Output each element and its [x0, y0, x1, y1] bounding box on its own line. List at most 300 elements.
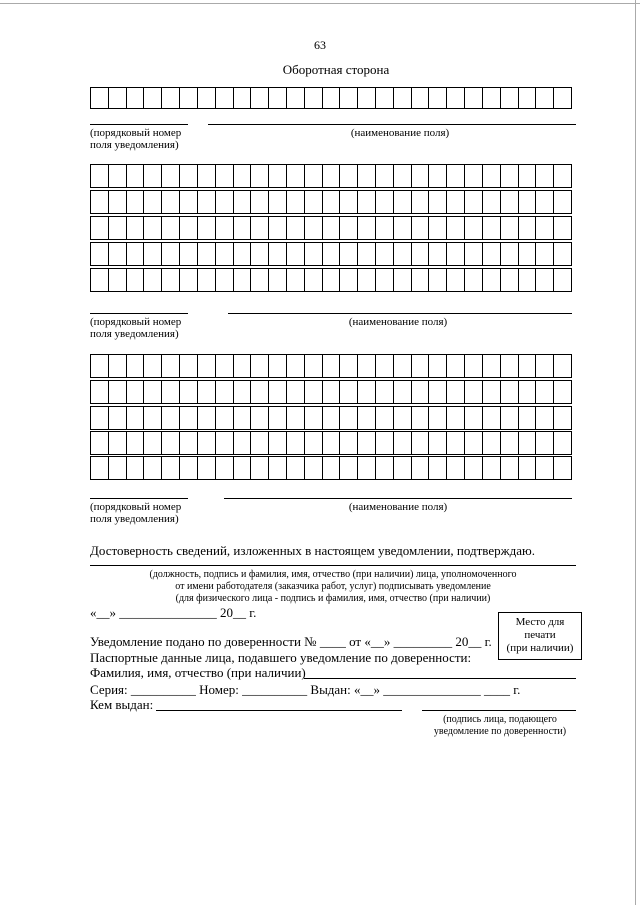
grid-cell[interactable] [109, 243, 127, 265]
grid-cell[interactable] [429, 457, 447, 479]
grid-cell[interactable] [554, 432, 571, 454]
grid-cell[interactable] [127, 191, 145, 213]
grid-cell[interactable] [536, 88, 554, 108]
grid-cell[interactable] [358, 269, 376, 291]
grid-cell[interactable] [198, 381, 216, 403]
grid-cell[interactable] [554, 381, 571, 403]
grid-cell[interactable] [305, 381, 323, 403]
grid-cell[interactable] [269, 432, 287, 454]
grid-cell[interactable] [198, 191, 216, 213]
grid-cell[interactable] [536, 457, 554, 479]
grid-cell[interactable] [412, 432, 430, 454]
grid-cell[interactable] [465, 381, 483, 403]
grid-cell[interactable] [483, 191, 501, 213]
grid-cell[interactable] [305, 191, 323, 213]
grid-cell[interactable] [305, 269, 323, 291]
grid-cell[interactable] [358, 243, 376, 265]
grid-cell[interactable] [109, 191, 127, 213]
grid-cell[interactable] [429, 355, 447, 377]
grid-cell[interactable] [323, 407, 341, 429]
grid-cell[interactable] [447, 191, 465, 213]
grid-cell[interactable] [429, 432, 447, 454]
grid-cell[interactable] [376, 191, 394, 213]
grid-cell[interactable] [91, 355, 109, 377]
grid-cell[interactable] [180, 88, 198, 108]
grid-cell[interactable] [340, 432, 358, 454]
grid-cell[interactable] [376, 355, 394, 377]
grid-cell[interactable] [429, 269, 447, 291]
grid-cell[interactable] [412, 191, 430, 213]
grid-cell[interactable] [358, 88, 376, 108]
grid-cell[interactable] [340, 217, 358, 239]
grid-cell[interactable] [287, 381, 305, 403]
grid-cell[interactable] [501, 381, 519, 403]
grid-cell[interactable] [305, 165, 323, 187]
grid-cell[interactable] [234, 407, 252, 429]
grid-cell[interactable] [536, 243, 554, 265]
grid-cell[interactable] [429, 407, 447, 429]
grid-cell[interactable] [234, 432, 252, 454]
field-grid-2a[interactable] [90, 164, 572, 188]
grid-cell[interactable] [269, 88, 287, 108]
grid-cell[interactable] [216, 355, 234, 377]
grid-cell[interactable] [127, 243, 145, 265]
grid-cell[interactable] [287, 269, 305, 291]
grid-cell[interactable] [162, 381, 180, 403]
grid-cell[interactable] [305, 243, 323, 265]
grid-cell[interactable] [501, 407, 519, 429]
grid-cell[interactable] [269, 457, 287, 479]
grid-cell[interactable] [412, 243, 430, 265]
grid-cell[interactable] [412, 457, 430, 479]
grid-cell[interactable] [162, 243, 180, 265]
grid-cell[interactable] [536, 269, 554, 291]
grid-cell[interactable] [91, 407, 109, 429]
grid-cell[interactable] [376, 243, 394, 265]
grid-cell[interactable] [429, 88, 447, 108]
grid-cell[interactable] [269, 165, 287, 187]
grid-cell[interactable] [340, 269, 358, 291]
grid-cell[interactable] [340, 88, 358, 108]
grid-cell[interactable] [251, 165, 269, 187]
grid-cell[interactable] [429, 191, 447, 213]
grid-cell[interactable] [501, 88, 519, 108]
field-grid-3a[interactable] [90, 354, 572, 378]
grid-cell[interactable] [198, 407, 216, 429]
grid-cell[interactable] [234, 191, 252, 213]
grid-cell[interactable] [287, 191, 305, 213]
grid-cell[interactable] [251, 381, 269, 403]
grid-cell[interactable] [554, 457, 571, 479]
grid-cell[interactable] [447, 88, 465, 108]
grid-cell[interactable] [269, 269, 287, 291]
grid-cell[interactable] [180, 381, 198, 403]
grid-cell[interactable] [358, 217, 376, 239]
grid-cell[interactable] [305, 432, 323, 454]
grid-cell[interactable] [447, 381, 465, 403]
grid-cell[interactable] [251, 355, 269, 377]
grid-cell[interactable] [323, 165, 341, 187]
grid-cell[interactable] [144, 407, 162, 429]
grid-cell[interactable] [340, 381, 358, 403]
grid-cell[interactable] [162, 407, 180, 429]
grid-cell[interactable] [162, 191, 180, 213]
grid-cell[interactable] [216, 269, 234, 291]
grid-cell[interactable] [519, 407, 537, 429]
grid-cell[interactable] [287, 407, 305, 429]
grid-cell[interactable] [216, 191, 234, 213]
grid-cell[interactable] [412, 269, 430, 291]
grid-cell[interactable] [376, 407, 394, 429]
grid-cell[interactable] [198, 88, 216, 108]
grid-cell[interactable] [465, 269, 483, 291]
grid-cell[interactable] [216, 457, 234, 479]
grid-cell[interactable] [340, 457, 358, 479]
grid-cell[interactable] [287, 243, 305, 265]
grid-cell[interactable] [519, 457, 537, 479]
grid-cell[interactable] [234, 88, 252, 108]
proxy-signature-line[interactable] [422, 710, 576, 711]
grid-cell[interactable] [216, 243, 234, 265]
grid-cell[interactable] [340, 355, 358, 377]
grid-cell[interactable] [483, 381, 501, 403]
grid-cell[interactable] [198, 355, 216, 377]
grid-cell[interactable] [412, 165, 430, 187]
grid-cell[interactable] [91, 457, 109, 479]
proxy-submitted[interactable]: Уведомление подано по доверенности № ____ от «__» _________ 20__ г. [90, 634, 492, 649]
field-grid-2c[interactable] [90, 216, 572, 240]
grid-cell[interactable] [251, 217, 269, 239]
grid-cell[interactable] [376, 217, 394, 239]
grid-cell[interactable] [554, 88, 571, 108]
grid-cell[interactable] [412, 217, 430, 239]
grid-cell[interactable] [305, 88, 323, 108]
grid-cell[interactable] [519, 88, 537, 108]
grid-cell[interactable] [287, 355, 305, 377]
grid-cell[interactable] [358, 165, 376, 187]
grid-cell[interactable] [358, 407, 376, 429]
grid-cell[interactable] [536, 432, 554, 454]
grid-cell[interactable] [305, 217, 323, 239]
grid-cell[interactable] [180, 243, 198, 265]
grid-cell[interactable] [234, 381, 252, 403]
grid-cell[interactable] [376, 269, 394, 291]
grid-cell[interactable] [216, 407, 234, 429]
grid-cell[interactable] [554, 165, 571, 187]
grid-cell[interactable] [394, 88, 412, 108]
grid-cell[interactable] [519, 269, 537, 291]
grid-cell[interactable] [501, 191, 519, 213]
grid-cell[interactable] [429, 381, 447, 403]
grid-cell[interactable] [340, 191, 358, 213]
grid-cell[interactable] [251, 243, 269, 265]
grid-cell[interactable] [180, 165, 198, 187]
grid-cell[interactable] [554, 217, 571, 239]
grid-cell[interactable] [536, 407, 554, 429]
grid-cell[interactable] [127, 407, 145, 429]
grid-cell[interactable] [127, 88, 145, 108]
grid-cell[interactable] [127, 355, 145, 377]
grid-cell[interactable] [216, 432, 234, 454]
grid-cell[interactable] [429, 165, 447, 187]
grid-cell[interactable] [109, 355, 127, 377]
grid-cell[interactable] [323, 217, 341, 239]
grid-cell[interactable] [287, 217, 305, 239]
grid-cell[interactable] [144, 191, 162, 213]
grid-cell[interactable] [394, 407, 412, 429]
grid-cell[interactable] [501, 457, 519, 479]
grid-cell[interactable] [394, 432, 412, 454]
grid-cell[interactable] [127, 432, 145, 454]
grid-cell[interactable] [483, 217, 501, 239]
grid-cell[interactable] [465, 407, 483, 429]
grid-cell[interactable] [394, 165, 412, 187]
grid-cell[interactable] [216, 381, 234, 403]
grid-cell[interactable] [323, 88, 341, 108]
grid-cell[interactable] [483, 457, 501, 479]
grid-cell[interactable] [465, 88, 483, 108]
grid-cell[interactable] [447, 165, 465, 187]
grid-cell[interactable] [412, 407, 430, 429]
grid-cell[interactable] [162, 269, 180, 291]
grid-cell[interactable] [234, 165, 252, 187]
grid-cell[interactable] [519, 243, 537, 265]
grid-cell[interactable] [554, 243, 571, 265]
grid-cell[interactable] [198, 457, 216, 479]
grid-cell[interactable] [180, 269, 198, 291]
grid-cell[interactable] [554, 269, 571, 291]
grid-cell[interactable] [251, 269, 269, 291]
grid-cell[interactable] [144, 88, 162, 108]
grid-cell[interactable] [109, 217, 127, 239]
grid-cell[interactable] [519, 432, 537, 454]
grid-cell[interactable] [162, 88, 180, 108]
grid-cell[interactable] [429, 243, 447, 265]
grid-cell[interactable] [323, 269, 341, 291]
grid-cell[interactable] [483, 407, 501, 429]
field-grid-2d[interactable] [90, 242, 572, 266]
grid-cell[interactable] [376, 88, 394, 108]
proxy-issued-by-line[interactable] [156, 710, 402, 711]
grid-cell[interactable] [536, 217, 554, 239]
grid-cell[interactable] [144, 165, 162, 187]
grid-cell[interactable] [358, 191, 376, 213]
grid-cell[interactable] [340, 243, 358, 265]
grid-cell[interactable] [519, 191, 537, 213]
field-grid-1[interactable] [90, 87, 572, 109]
grid-cell[interactable] [501, 355, 519, 377]
grid-cell[interactable] [144, 243, 162, 265]
grid-cell[interactable] [127, 217, 145, 239]
proxy-series-line[interactable]: Серия: __________ Номер: __________ Выдан: «__» _______________ ____ г. [90, 682, 521, 697]
grid-cell[interactable] [447, 407, 465, 429]
grid-cell[interactable] [109, 165, 127, 187]
grid-cell[interactable] [109, 88, 127, 108]
grid-cell[interactable] [269, 381, 287, 403]
grid-cell[interactable] [323, 243, 341, 265]
field-grid-2e[interactable] [90, 268, 572, 292]
grid-cell[interactable] [91, 165, 109, 187]
grid-cell[interactable] [394, 243, 412, 265]
grid-cell[interactable] [483, 243, 501, 265]
grid-cell[interactable] [127, 457, 145, 479]
grid-cell[interactable] [216, 165, 234, 187]
grid-cell[interactable] [323, 191, 341, 213]
grid-cell[interactable] [536, 355, 554, 377]
grid-cell[interactable] [376, 165, 394, 187]
grid-cell[interactable] [376, 381, 394, 403]
grid-cell[interactable] [465, 355, 483, 377]
grid-cell[interactable] [394, 191, 412, 213]
grid-cell[interactable] [91, 269, 109, 291]
grid-cell[interactable] [198, 269, 216, 291]
grid-cell[interactable] [358, 457, 376, 479]
grid-cell[interactable] [501, 243, 519, 265]
grid-cell[interactable] [180, 191, 198, 213]
grid-cell[interactable] [180, 217, 198, 239]
grid-cell[interactable] [447, 243, 465, 265]
grid-cell[interactable] [251, 407, 269, 429]
grid-cell[interactable] [127, 269, 145, 291]
grid-cell[interactable] [251, 432, 269, 454]
grid-cell[interactable] [251, 457, 269, 479]
grid-cell[interactable] [394, 457, 412, 479]
field-grid-3d[interactable] [90, 431, 572, 455]
grid-cell[interactable] [162, 217, 180, 239]
grid-cell[interactable] [447, 269, 465, 291]
grid-cell[interactable] [465, 243, 483, 265]
grid-cell[interactable] [144, 457, 162, 479]
grid-cell[interactable] [519, 355, 537, 377]
grid-cell[interactable] [412, 88, 430, 108]
grid-cell[interactable] [305, 457, 323, 479]
grid-cell[interactable] [216, 88, 234, 108]
grid-cell[interactable] [483, 165, 501, 187]
grid-cell[interactable] [144, 217, 162, 239]
grid-cell[interactable] [198, 217, 216, 239]
grid-cell[interactable] [144, 432, 162, 454]
grid-cell[interactable] [109, 457, 127, 479]
grid-cell[interactable] [394, 217, 412, 239]
grid-cell[interactable] [127, 381, 145, 403]
grid-cell[interactable] [305, 355, 323, 377]
grid-cell[interactable] [162, 165, 180, 187]
grid-cell[interactable] [91, 243, 109, 265]
grid-cell[interactable] [340, 407, 358, 429]
grid-cell[interactable] [180, 355, 198, 377]
grid-cell[interactable] [234, 243, 252, 265]
grid-cell[interactable] [376, 457, 394, 479]
grid-cell[interactable] [109, 381, 127, 403]
grid-cell[interactable] [483, 432, 501, 454]
grid-cell[interactable] [501, 165, 519, 187]
grid-cell[interactable] [180, 457, 198, 479]
grid-cell[interactable] [109, 432, 127, 454]
grid-cell[interactable] [144, 269, 162, 291]
grid-cell[interactable] [109, 269, 127, 291]
grid-cell[interactable] [358, 381, 376, 403]
grid-cell[interactable] [287, 165, 305, 187]
grid-cell[interactable] [501, 432, 519, 454]
grid-cell[interactable] [323, 355, 341, 377]
grid-cell[interactable] [358, 355, 376, 377]
grid-cell[interactable] [340, 165, 358, 187]
field-grid-3e[interactable] [90, 456, 572, 480]
grid-cell[interactable] [483, 269, 501, 291]
grid-cell[interactable] [144, 355, 162, 377]
grid-cell[interactable] [198, 432, 216, 454]
grid-cell[interactable] [234, 457, 252, 479]
proxy-fio-line[interactable] [304, 678, 576, 679]
grid-cell[interactable] [287, 432, 305, 454]
grid-cell[interactable] [536, 381, 554, 403]
grid-cell[interactable] [376, 432, 394, 454]
grid-cell[interactable] [429, 217, 447, 239]
grid-cell[interactable] [251, 191, 269, 213]
grid-cell[interactable] [323, 457, 341, 479]
grid-cell[interactable] [465, 432, 483, 454]
grid-cell[interactable] [216, 217, 234, 239]
grid-cell[interactable] [91, 191, 109, 213]
grid-cell[interactable] [91, 432, 109, 454]
grid-cell[interactable] [447, 217, 465, 239]
grid-cell[interactable] [127, 165, 145, 187]
grid-cell[interactable] [501, 217, 519, 239]
grid-cell[interactable] [269, 191, 287, 213]
grid-cell[interactable] [234, 217, 252, 239]
grid-cell[interactable] [234, 355, 252, 377]
grid-cell[interactable] [465, 191, 483, 213]
grid-cell[interactable] [465, 457, 483, 479]
grid-cell[interactable] [501, 269, 519, 291]
grid-cell[interactable] [519, 165, 537, 187]
grid-cell[interactable] [269, 407, 287, 429]
grid-cell[interactable] [323, 381, 341, 403]
grid-cell[interactable] [180, 432, 198, 454]
grid-cell[interactable] [447, 432, 465, 454]
confirmation-date[interactable]: «__» _______________ 20__ г. [90, 605, 257, 620]
grid-cell[interactable] [162, 355, 180, 377]
grid-cell[interactable] [358, 432, 376, 454]
grid-cell[interactable] [144, 381, 162, 403]
grid-cell[interactable] [465, 217, 483, 239]
grid-cell[interactable] [305, 407, 323, 429]
grid-cell[interactable] [323, 432, 341, 454]
grid-cell[interactable] [91, 217, 109, 239]
grid-cell[interactable] [287, 88, 305, 108]
grid-cell[interactable] [519, 217, 537, 239]
grid-cell[interactable] [109, 407, 127, 429]
grid-cell[interactable] [554, 407, 571, 429]
grid-cell[interactable] [483, 88, 501, 108]
grid-cell[interactable] [394, 269, 412, 291]
grid-cell[interactable] [269, 355, 287, 377]
grid-cell[interactable] [198, 243, 216, 265]
grid-cell[interactable] [162, 432, 180, 454]
field-grid-3c[interactable] [90, 406, 572, 430]
grid-cell[interactable] [483, 355, 501, 377]
field-grid-3b[interactable] [90, 380, 572, 404]
grid-cell[interactable] [234, 269, 252, 291]
grid-cell[interactable] [394, 355, 412, 377]
grid-cell[interactable] [91, 381, 109, 403]
grid-cell[interactable] [269, 217, 287, 239]
grid-cell[interactable] [91, 88, 109, 108]
grid-cell[interactable] [162, 457, 180, 479]
grid-cell[interactable] [412, 381, 430, 403]
grid-cell[interactable] [180, 407, 198, 429]
grid-cell[interactable] [251, 88, 269, 108]
